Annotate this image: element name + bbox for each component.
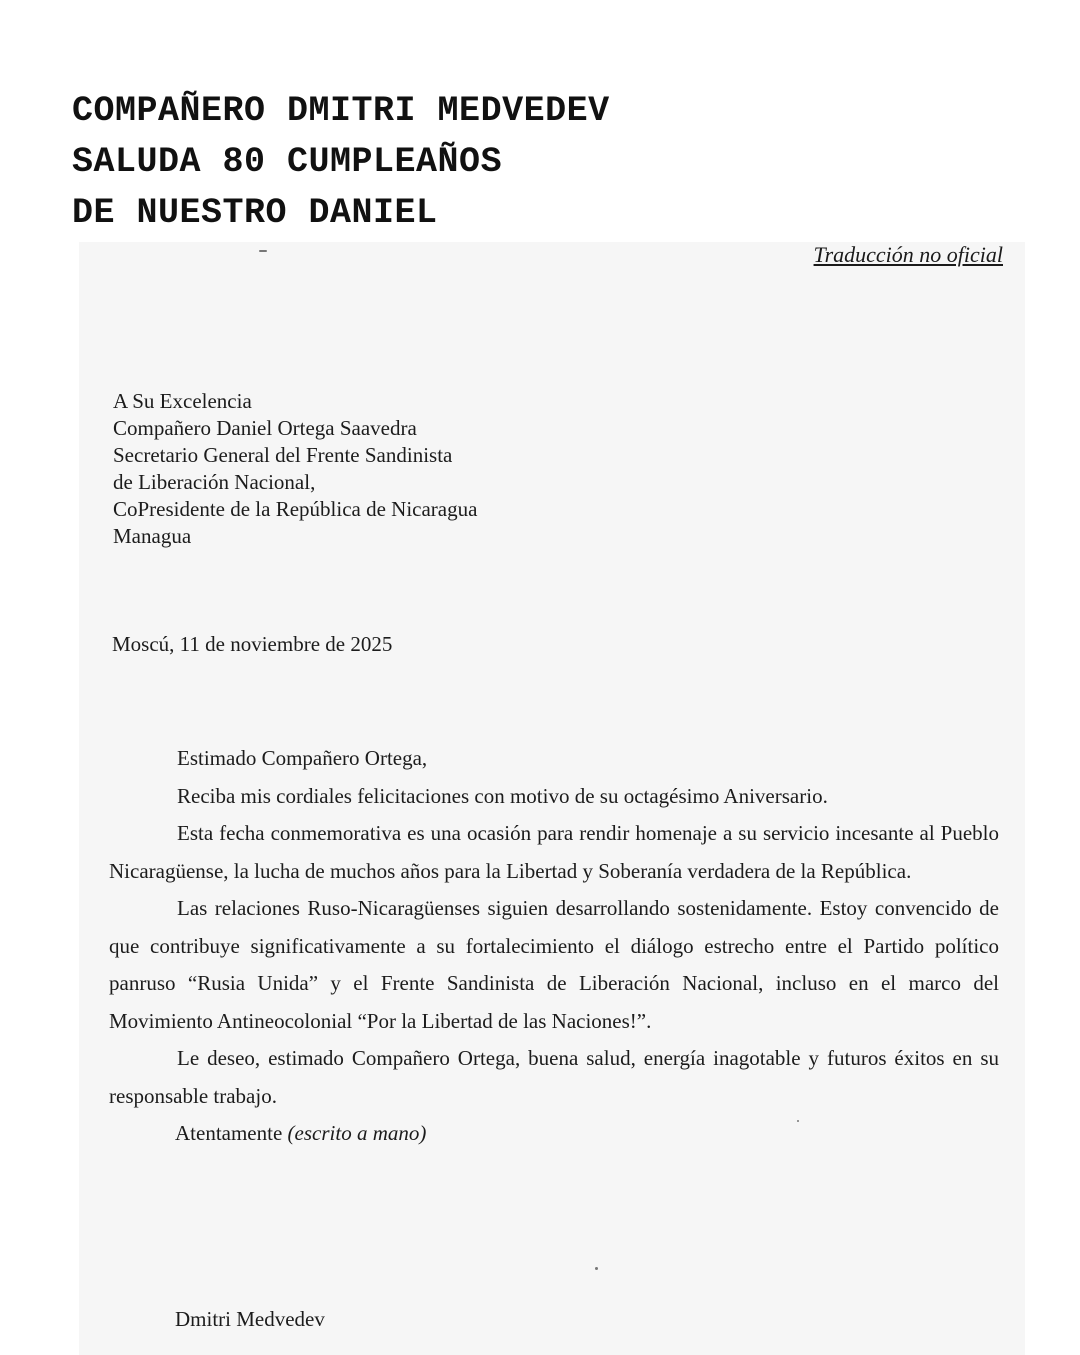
address-line: A Su Excelencia bbox=[113, 389, 252, 413]
paragraph: Las relaciones Ruso-Nicaragüenses siguien desarrollando sostenidamente. Estoy convencido de que contribuye significativamente a su fortalecimiento el diálogo estrecho entre el Partido político panruso “Rusia Unida” y el Frente Sandinista de Liberación Nacional, incluso en el marco del Movimiento Antineocolonial “Por la Libertad de las Naciones!”. bbox=[109, 896, 999, 1033]
translation-note: Traducción no oficial bbox=[813, 242, 1003, 267]
closing bbox=[109, 1115, 999, 1153]
paragraph: Le deseo, estimado Compañero Ortega, buena salud, energía inagotable y futuros éxitos en su responsable trabajo. bbox=[109, 1046, 999, 1108]
recipient-address bbox=[113, 388, 477, 550]
headline-line-2: SALUDA 80 CUMPLEAÑOS bbox=[72, 142, 503, 182]
scan-speck bbox=[259, 250, 267, 252]
headline-line-3: DE NUESTRO DANIEL bbox=[72, 193, 438, 233]
headline bbox=[72, 86, 1032, 239]
letter-body bbox=[109, 740, 999, 1153]
signature: Dmitri Medvedev bbox=[175, 1307, 325, 1331]
address-line: CoPresidente de la República de Nicaragua bbox=[113, 497, 478, 521]
letter-date: Moscú, 11 de noviembre de 2025 bbox=[112, 632, 393, 656]
address-line: Compañero Daniel Ortega Saavedra bbox=[113, 416, 417, 440]
letter-scan bbox=[79, 242, 1025, 1355]
scan-speck bbox=[595, 1267, 598, 1270]
address-line: Secretario General del Frente Sandinista bbox=[113, 443, 453, 467]
paragraph: Reciba mis cordiales felicitaciones con motivo de su octagésimo Aniversario. bbox=[177, 783, 828, 808]
closing-note: (escrito a mano) bbox=[287, 1121, 427, 1145]
address-line: de Liberación Nacional, bbox=[113, 470, 316, 494]
paragraph: Esta fecha conmemorativa es una ocasión para rendir homenaje a su servicio incesante al Pueblo Nicaragüense, la lucha de muchos años para la Libertad y Soberanía verdadera de la República. bbox=[109, 821, 999, 883]
address-line: Managua bbox=[113, 524, 192, 548]
closing-word: Atentamente bbox=[175, 1121, 283, 1145]
salutation: Estimado Compañero Ortega, bbox=[177, 746, 428, 770]
headline-line-1: COMPAÑERO DMITRI MEDVEDEV bbox=[72, 91, 610, 131]
